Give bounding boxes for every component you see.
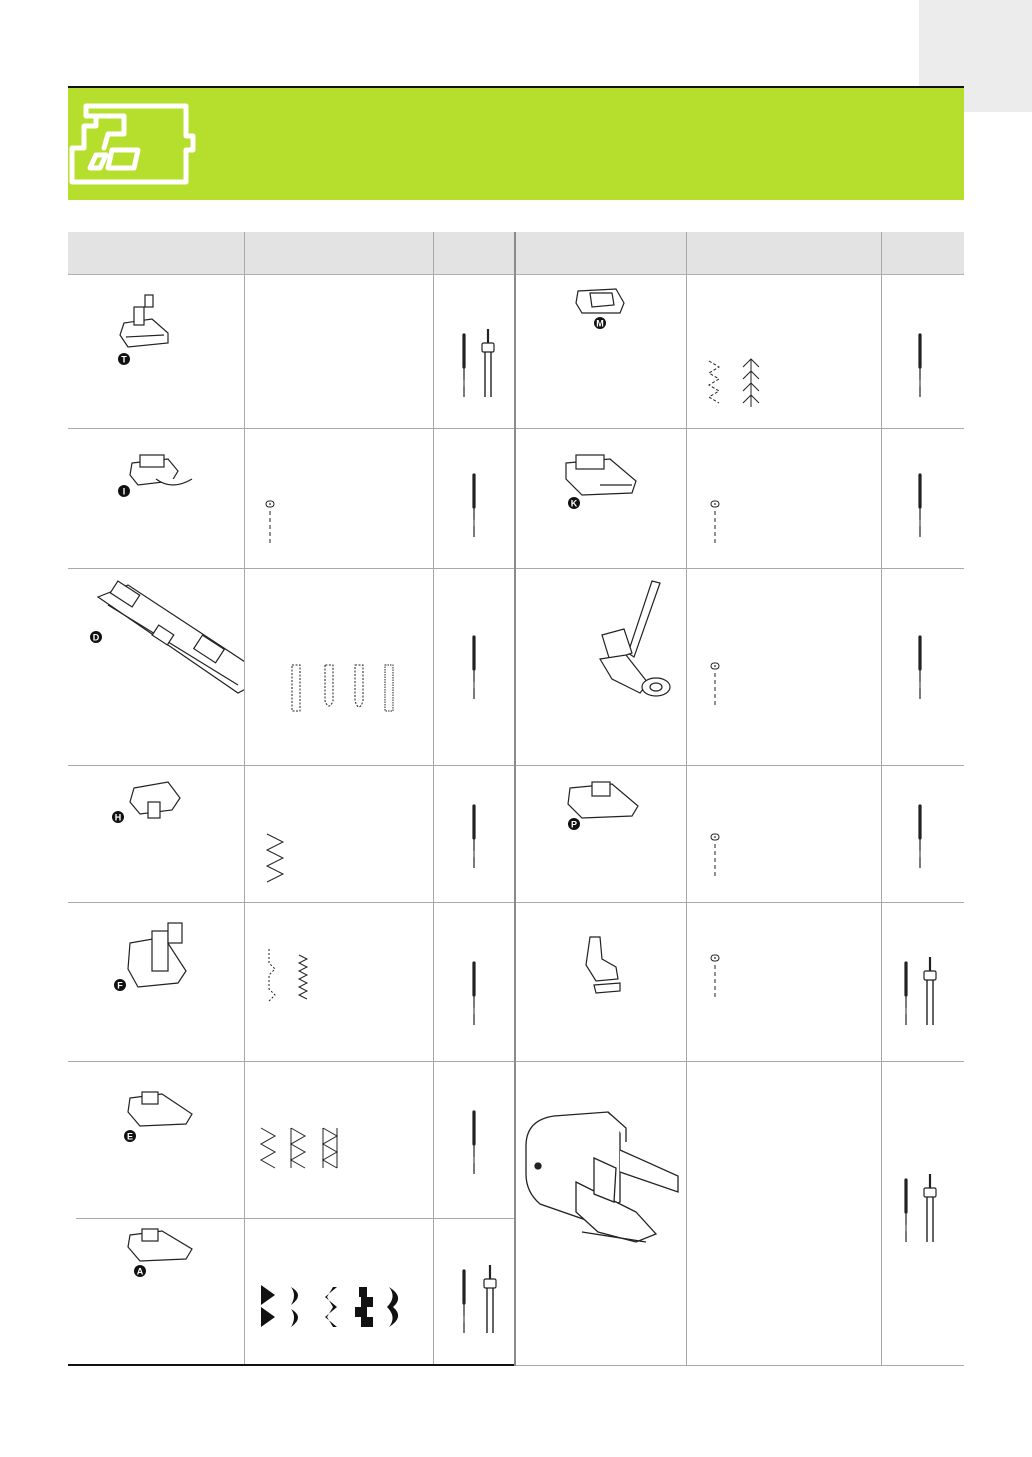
single-needle-icon	[882, 275, 965, 429]
stitch-cell	[686, 1062, 881, 1365]
single-needle-icon	[434, 569, 516, 766]
presser-foot-table	[68, 232, 964, 1366]
header-cell	[881, 232, 964, 274]
single-needle-icon	[434, 1062, 516, 1219]
table-row	[68, 1062, 964, 1219]
single-needle-icon	[434, 903, 516, 1062]
svg-text:M: M	[596, 318, 604, 328]
straight-stitch-sample	[687, 766, 882, 903]
overcasting-stitch-samples	[687, 275, 882, 429]
presser-foot-cell	[515, 428, 686, 568]
twin-needle-icon	[882, 1062, 965, 1365]
header-cell	[244, 232, 433, 274]
straight-stitch-sample	[245, 429, 434, 569]
presser-foot-cell	[68, 428, 244, 568]
needle-cell	[881, 274, 964, 428]
header-cell	[433, 232, 515, 274]
svg-text:A: A	[136, 1266, 144, 1277]
dual-feed-foot-icon	[516, 1062, 687, 1365]
presser-foot-cell	[515, 903, 686, 1062]
stitch-cell	[244, 765, 433, 902]
needle-cell	[433, 765, 515, 902]
stitch-cell	[686, 903, 881, 1062]
needle-cell	[881, 903, 964, 1062]
presser-foot-p-icon	[516, 766, 687, 903]
twin-needle-icon	[434, 275, 516, 429]
presser-foot-cell	[515, 765, 686, 902]
section-banner	[68, 88, 964, 200]
table-row	[68, 274, 964, 428]
presser-foot-cell	[515, 568, 686, 765]
stitch-cell	[244, 1219, 433, 1365]
needle-cell	[881, 568, 964, 765]
svg-text:P: P	[570, 819, 578, 830]
stitch-cell	[686, 568, 881, 765]
presser-foot-h-icon	[68, 766, 244, 903]
presser-foot-cell	[68, 1219, 244, 1365]
presser-foot-f-icon	[68, 903, 244, 1062]
piping-foot-icon	[516, 903, 687, 1062]
twin-needle-icon	[882, 903, 965, 1062]
straight-stitch-sample	[687, 903, 882, 1062]
stitch-cell	[244, 274, 433, 428]
presser-foot-cell	[68, 274, 244, 428]
stitch-cell	[244, 903, 433, 1062]
stitch-cell	[244, 1062, 433, 1219]
needle-cell	[433, 568, 515, 765]
stitch-cell	[686, 274, 881, 428]
svg-text:E: E	[126, 1131, 134, 1142]
blind-hem-samples	[245, 903, 434, 1062]
presser-foot-cell	[68, 765, 244, 902]
sewing-machine-icon	[68, 88, 198, 200]
presser-foot-cell	[68, 903, 244, 1062]
zigzag-stitch-sample	[245, 766, 434, 903]
svg-text:F: F	[117, 980, 123, 991]
svg-text:H: H	[114, 812, 122, 823]
svg-text:K: K	[570, 498, 578, 509]
single-needle-icon	[434, 429, 516, 569]
presser-foot-a-icon	[68, 1219, 244, 1365]
darning-foot-icon	[516, 569, 687, 766]
table-row	[68, 568, 964, 765]
needle-cell	[433, 1062, 515, 1219]
straight-stitch-sample	[687, 429, 882, 569]
table-header-row	[68, 232, 964, 274]
twin-needle-icon	[434, 1219, 516, 1365]
buttonhole-foot-d-icon	[68, 569, 244, 766]
svg-text:I: I	[122, 486, 126, 497]
buttonhole-samples	[245, 569, 434, 766]
needle-cell	[433, 428, 515, 568]
table-row	[68, 765, 964, 902]
single-needle-icon	[882, 429, 965, 569]
needle-cell	[881, 428, 964, 568]
presser-foot-m-icon	[516, 275, 687, 429]
table-row	[68, 903, 964, 1062]
header-cell	[68, 232, 244, 274]
table-row	[68, 428, 964, 568]
stitch-cell	[244, 568, 433, 765]
single-needle-icon	[434, 766, 516, 903]
needle-cell	[433, 903, 515, 1062]
needle-cell	[433, 274, 515, 428]
stitch-cell	[244, 428, 433, 568]
stitch-cell	[686, 428, 881, 568]
presser-foot-e-icon	[68, 1062, 244, 1219]
needle-cell	[881, 1062, 964, 1365]
presser-foot-cell	[515, 1062, 686, 1365]
presser-foot-cell	[515, 274, 686, 428]
zigzag-samples	[245, 1062, 434, 1219]
svg-text:T: T	[121, 354, 127, 364]
needle-cell	[433, 1219, 515, 1365]
stitch-cell	[686, 765, 881, 902]
needle-cell	[881, 765, 964, 902]
presser-foot-cell	[68, 568, 244, 765]
svg-text:D: D	[92, 632, 100, 643]
header-cell	[515, 232, 686, 274]
presser-foot-cell	[68, 1062, 244, 1219]
header-cell	[686, 232, 881, 274]
single-needle-icon	[882, 569, 965, 766]
presser-foot-i-icon	[68, 429, 244, 569]
satin-decorative-samples	[245, 1219, 434, 1365]
single-needle-icon	[882, 766, 965, 903]
straight-stitch-sample	[687, 569, 882, 766]
presser-foot-t-icon	[68, 275, 244, 429]
presser-foot-k-icon	[516, 429, 687, 569]
